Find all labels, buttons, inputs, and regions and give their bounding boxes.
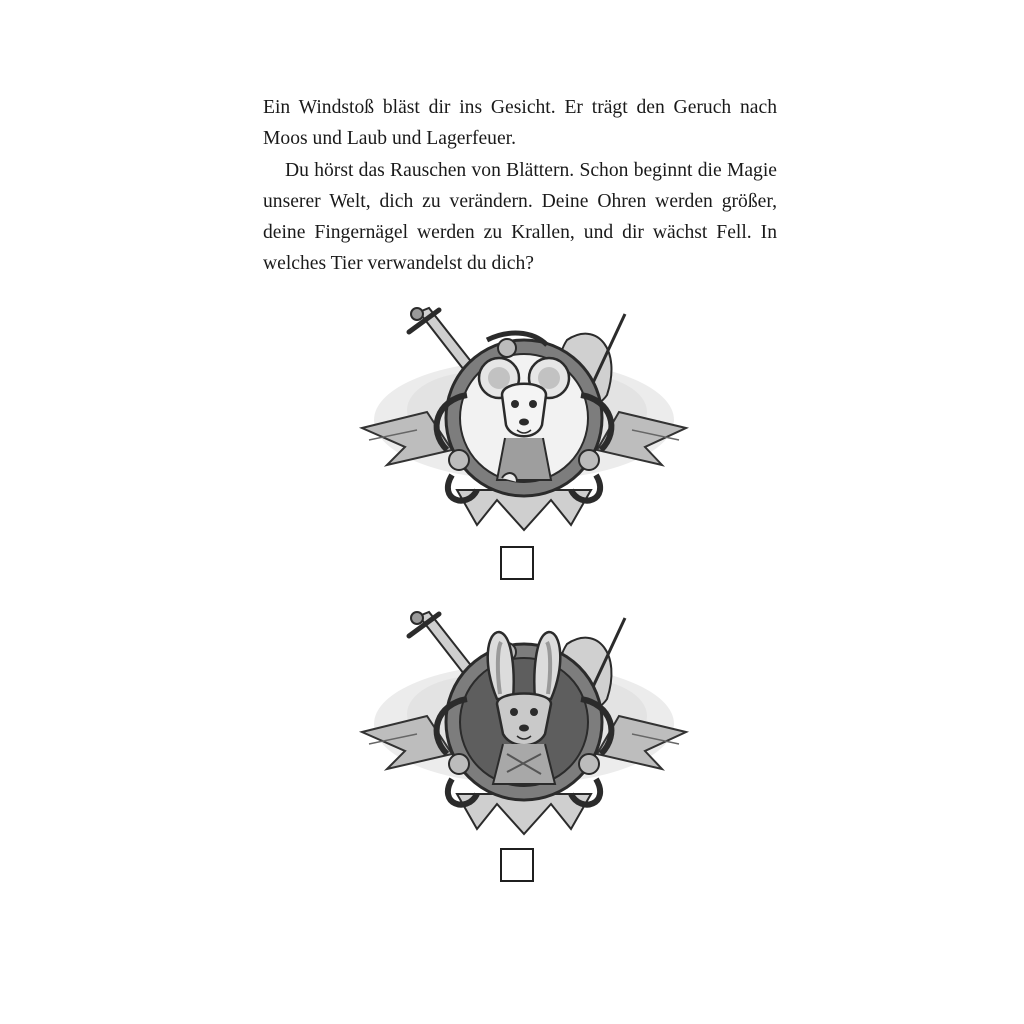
rabbit-crest-icon: [357, 604, 691, 836]
choice-checkbox-rabbit[interactable]: [500, 848, 534, 882]
choice-checkbox-mouse[interactable]: [500, 546, 534, 580]
story-text: [263, 92, 777, 279]
story-paragraph-1: Ein Windstoß bläst dir ins Gesicht. Er trägt den Geruch nach Moos und Laub und Lagerfeuer.: [263, 97, 777, 149]
story-paragraph-2: Du hörst das Rauschen von Blättern. Schon beginnt die Magie unserer Welt, dich zu verändern. Deine Ohren werden größer, deine Fingernägel werden zu Krallen, und dir wächst Fell. In welches Tier verwandelst du dich?: [263, 160, 777, 274]
mouse-crest-icon: [357, 300, 691, 532]
